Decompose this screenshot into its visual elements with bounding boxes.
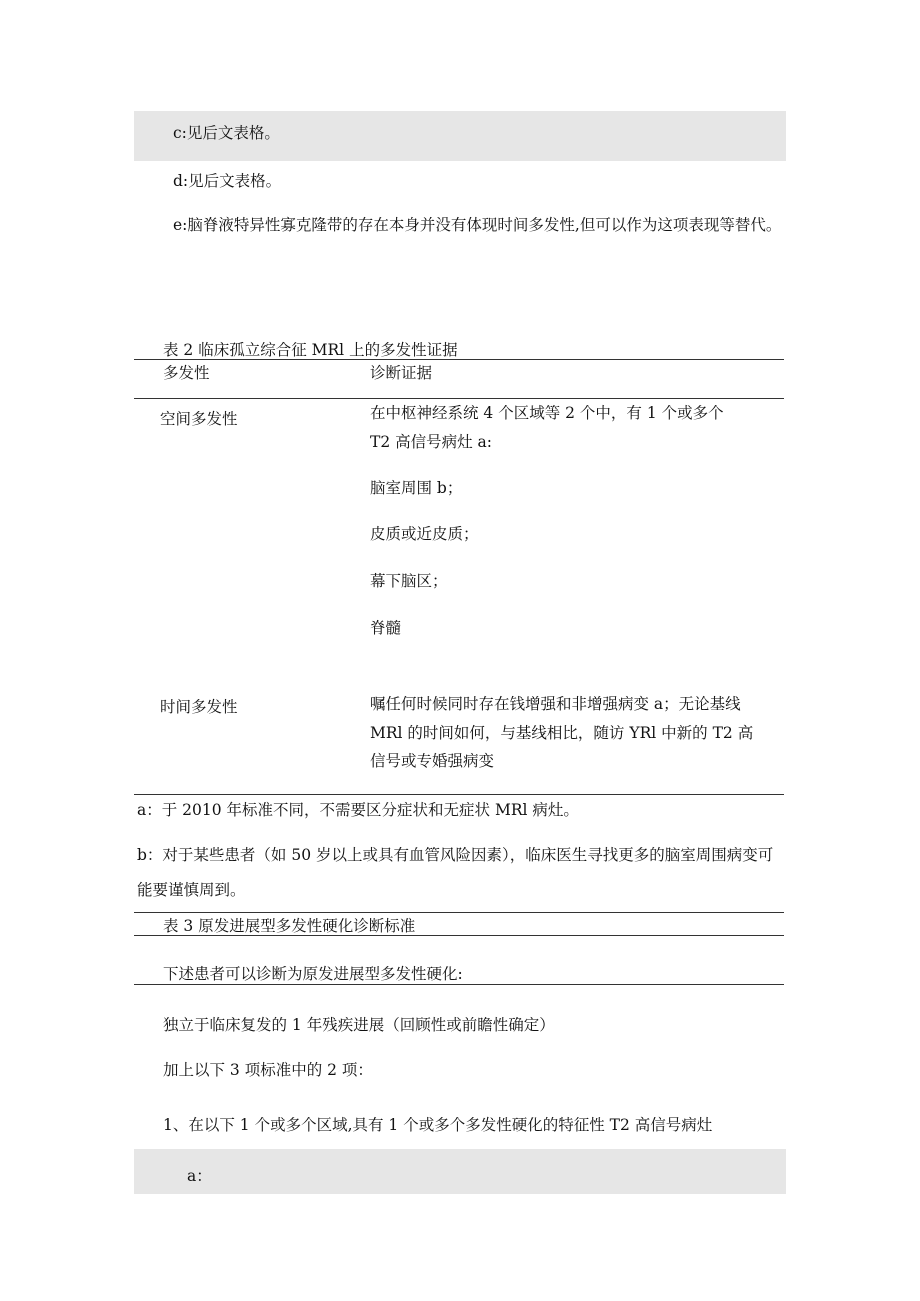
table3-title: 表 3 原发进展型多发性硬化诊断标准 <box>163 917 416 935</box>
spatial-line1: 在中枢神经系统 4 个区域等 2 个中，有 1 个或多个 <box>370 404 724 422</box>
table3-intro: 下述患者可以诊断为原发进展型多发性硬化: <box>163 965 463 983</box>
spatial-item: 皮质或近皮质； <box>370 525 479 543</box>
table3-intro-rule <box>134 984 784 985</box>
temporal-line: 信号或专婚强病变 <box>370 752 495 770</box>
temporal-line: 嘱任何时候同时存在钱增强和非增强病变 a；无论基线 <box>370 695 741 713</box>
note-d: d:见后文表格。 <box>173 172 282 190</box>
spatial-label: 空间多发性 <box>160 410 238 428</box>
table2-note-a: a：于 2010 年标准不同，不需要区分症状和无症状 MRl 病灶。 <box>137 801 579 819</box>
table3-title-rule <box>134 935 784 936</box>
table3-item1: 1、在以下 1 个或多个区域,具有 1 个或多个多发性硬化的特征性 T2 高信号病灶 <box>163 1116 713 1134</box>
table2-note-b: b：对于某些患者（如 50 岁以上或具有血管风险因素），临床医生寻找更多的脑室周围病变可能要谨慎周到。 <box>137 846 774 899</box>
table3-line2: 加上以下 3 项标准中的 2 项： <box>163 1061 373 1079</box>
spatial-line2: T2 高信号病灶 a: <box>370 433 493 451</box>
spatial-item: 幕下脑区； <box>370 572 448 590</box>
note-c: c:见后文表格。 <box>173 124 280 142</box>
table2-bottom-rule <box>134 794 784 795</box>
temporal-line: MRl 的时间如何，与基线相比，随访 YRl 中新的 T2 高 <box>370 724 754 742</box>
table2-title: 表 2 临床孤立综合征 MRl 上的多发性证据 <box>163 341 458 359</box>
table2-top-rule <box>134 359 784 360</box>
table2-header-rule <box>134 398 784 399</box>
table3-item1-cont: a： <box>187 1167 212 1185</box>
table2-header-multiplicity: 多发性 <box>163 364 210 382</box>
table3-top-rule <box>134 912 784 913</box>
table2-header-evidence: 诊断证据 <box>370 364 433 382</box>
spatial-item: 脑室周围 b； <box>370 479 463 497</box>
shaded-band-bottom <box>134 1149 786 1194</box>
table3-line1: 独立于临床复发的 1 年残疾进展（回顾性或前瞻性确定） <box>163 1016 555 1034</box>
spatial-item: 脊髓 <box>370 619 402 637</box>
note-e: e:脑脊液特异性寡克隆带的存在本身并没有体现时间多发性,但可以作为这项表现等替代。 <box>173 216 782 234</box>
temporal-label: 时间多发性 <box>160 698 238 716</box>
